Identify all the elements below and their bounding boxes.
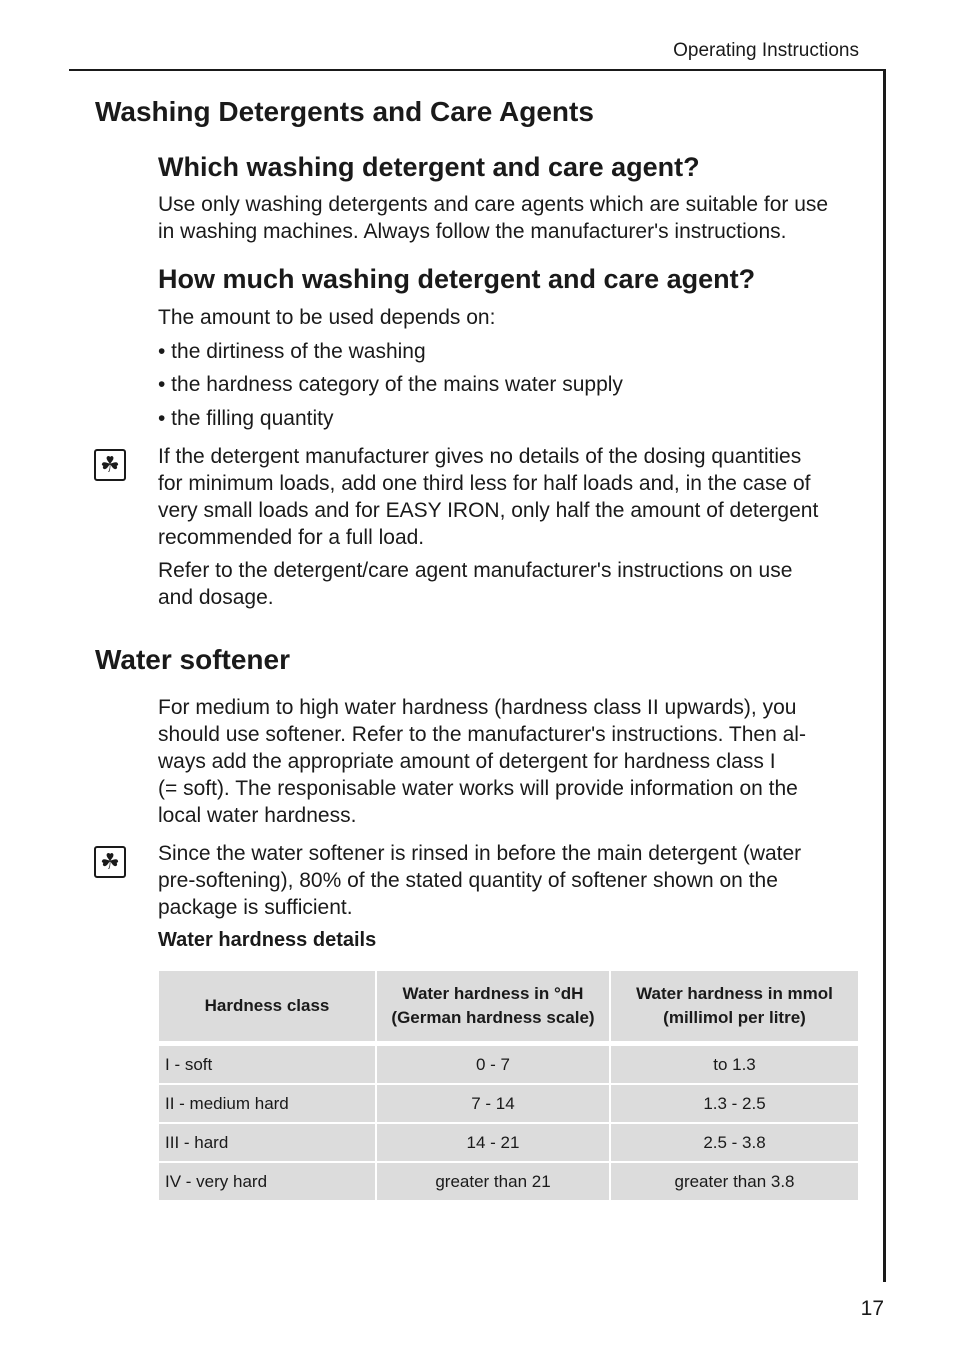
text-line: Since the water softener is rinsed in before the main detergent (water [158,842,802,865]
text-line: local water hardness. [158,804,357,827]
table-cell: to 1.3 [611,1046,858,1083]
text-line: pre-softening), 80% of the stated quantity of softener shown on the [158,869,778,892]
how-much-intro: The amount to be used depends on: [158,306,496,329]
column-header [611,971,858,1041]
table-cell: 2.5 - 3.8 [611,1124,858,1161]
header-line: (German hardness scale) [391,1008,595,1027]
bullet-item: • the filling quantity [158,407,334,430]
table-cell: greater than 21 [377,1163,609,1200]
table-row [159,1085,858,1122]
text-line: should use softener. Refer to the manufacturer's instructions. Then al- [158,723,806,746]
text-line: for minimum loads, add one third less for half loads and, in the case of [158,472,811,495]
text-line: package is sufficient. [158,896,353,919]
column-header [159,971,375,1041]
table-cell: IV - very hard [159,1163,375,1200]
note-paragraph [158,443,858,551]
text-line: Refer to the detergent/care agent manufacturer's instructions on use [158,559,793,582]
hardness-table [157,969,860,1202]
text-line: ways add the appropriate amount of detergent for hardness class I [158,750,776,773]
bullet-item: • the dirtiness of the washing [158,340,426,363]
refer-paragraph [158,557,858,611]
column-header [377,971,609,1041]
table-cell: 14 - 21 [377,1124,609,1161]
text-line: (= soft). The responisable water works will provide information on the [158,777,798,800]
text-line: Use only washing detergents and care agents which are suitable for use [158,193,829,216]
header-line: Water hardness in mmol [636,984,833,1003]
table-cell: 7 - 14 [377,1085,609,1122]
header-line: Hardness class [204,996,330,1015]
text-line: in washing machines. Always follow the manufacturer's instructions. [158,220,787,243]
table-row [159,1046,858,1083]
table-cell: I - soft [159,1046,375,1083]
margin-rule [883,69,886,1282]
table-header-row [159,971,858,1041]
table-cell: 1.3 - 2.5 [611,1085,858,1122]
softener-title: Water softener [95,644,291,675]
text-line: If the detergent manufacturer gives no details of the dosing quantities [158,445,802,468]
shamrock-icon: ☘ [94,846,126,878]
softener-note [158,840,858,921]
header-line: Water hardness in °dH [402,984,584,1003]
table-caption: Water hardness details [158,929,377,951]
softener-paragraph [158,694,858,829]
header-rule [69,69,886,71]
text-line: very small loads and for EASY IRON, only half the amount of detergent [158,499,819,522]
which-title: Which washing detergent and care agent? [158,152,700,182]
table-row [159,1163,858,1200]
table-row [159,1124,858,1161]
page-number: 17 [860,1297,884,1320]
text-line: and dosage. [158,586,274,609]
table-cell: III - hard [159,1124,375,1161]
bullet-item: • the hardness category of the mains water supply [158,373,623,396]
section-label: Operating Instructions [673,40,859,61]
text-line: recommended for a full load. [158,526,425,549]
page-title: Washing Detergents and Care Agents [95,96,594,127]
header-line: (millimol per litre) [663,1008,806,1027]
shamrock-icon: ☘ [94,449,126,481]
table-cell: 0 - 7 [377,1046,609,1083]
table-cell: II - medium hard [159,1085,375,1122]
which-paragraph [158,191,858,245]
text-line: For medium to high water hardness (hardness class II upwards), you [158,696,797,719]
table-cell: greater than 3.8 [611,1163,858,1200]
how-much-title: How much washing detergent and care agent? [158,264,756,294]
